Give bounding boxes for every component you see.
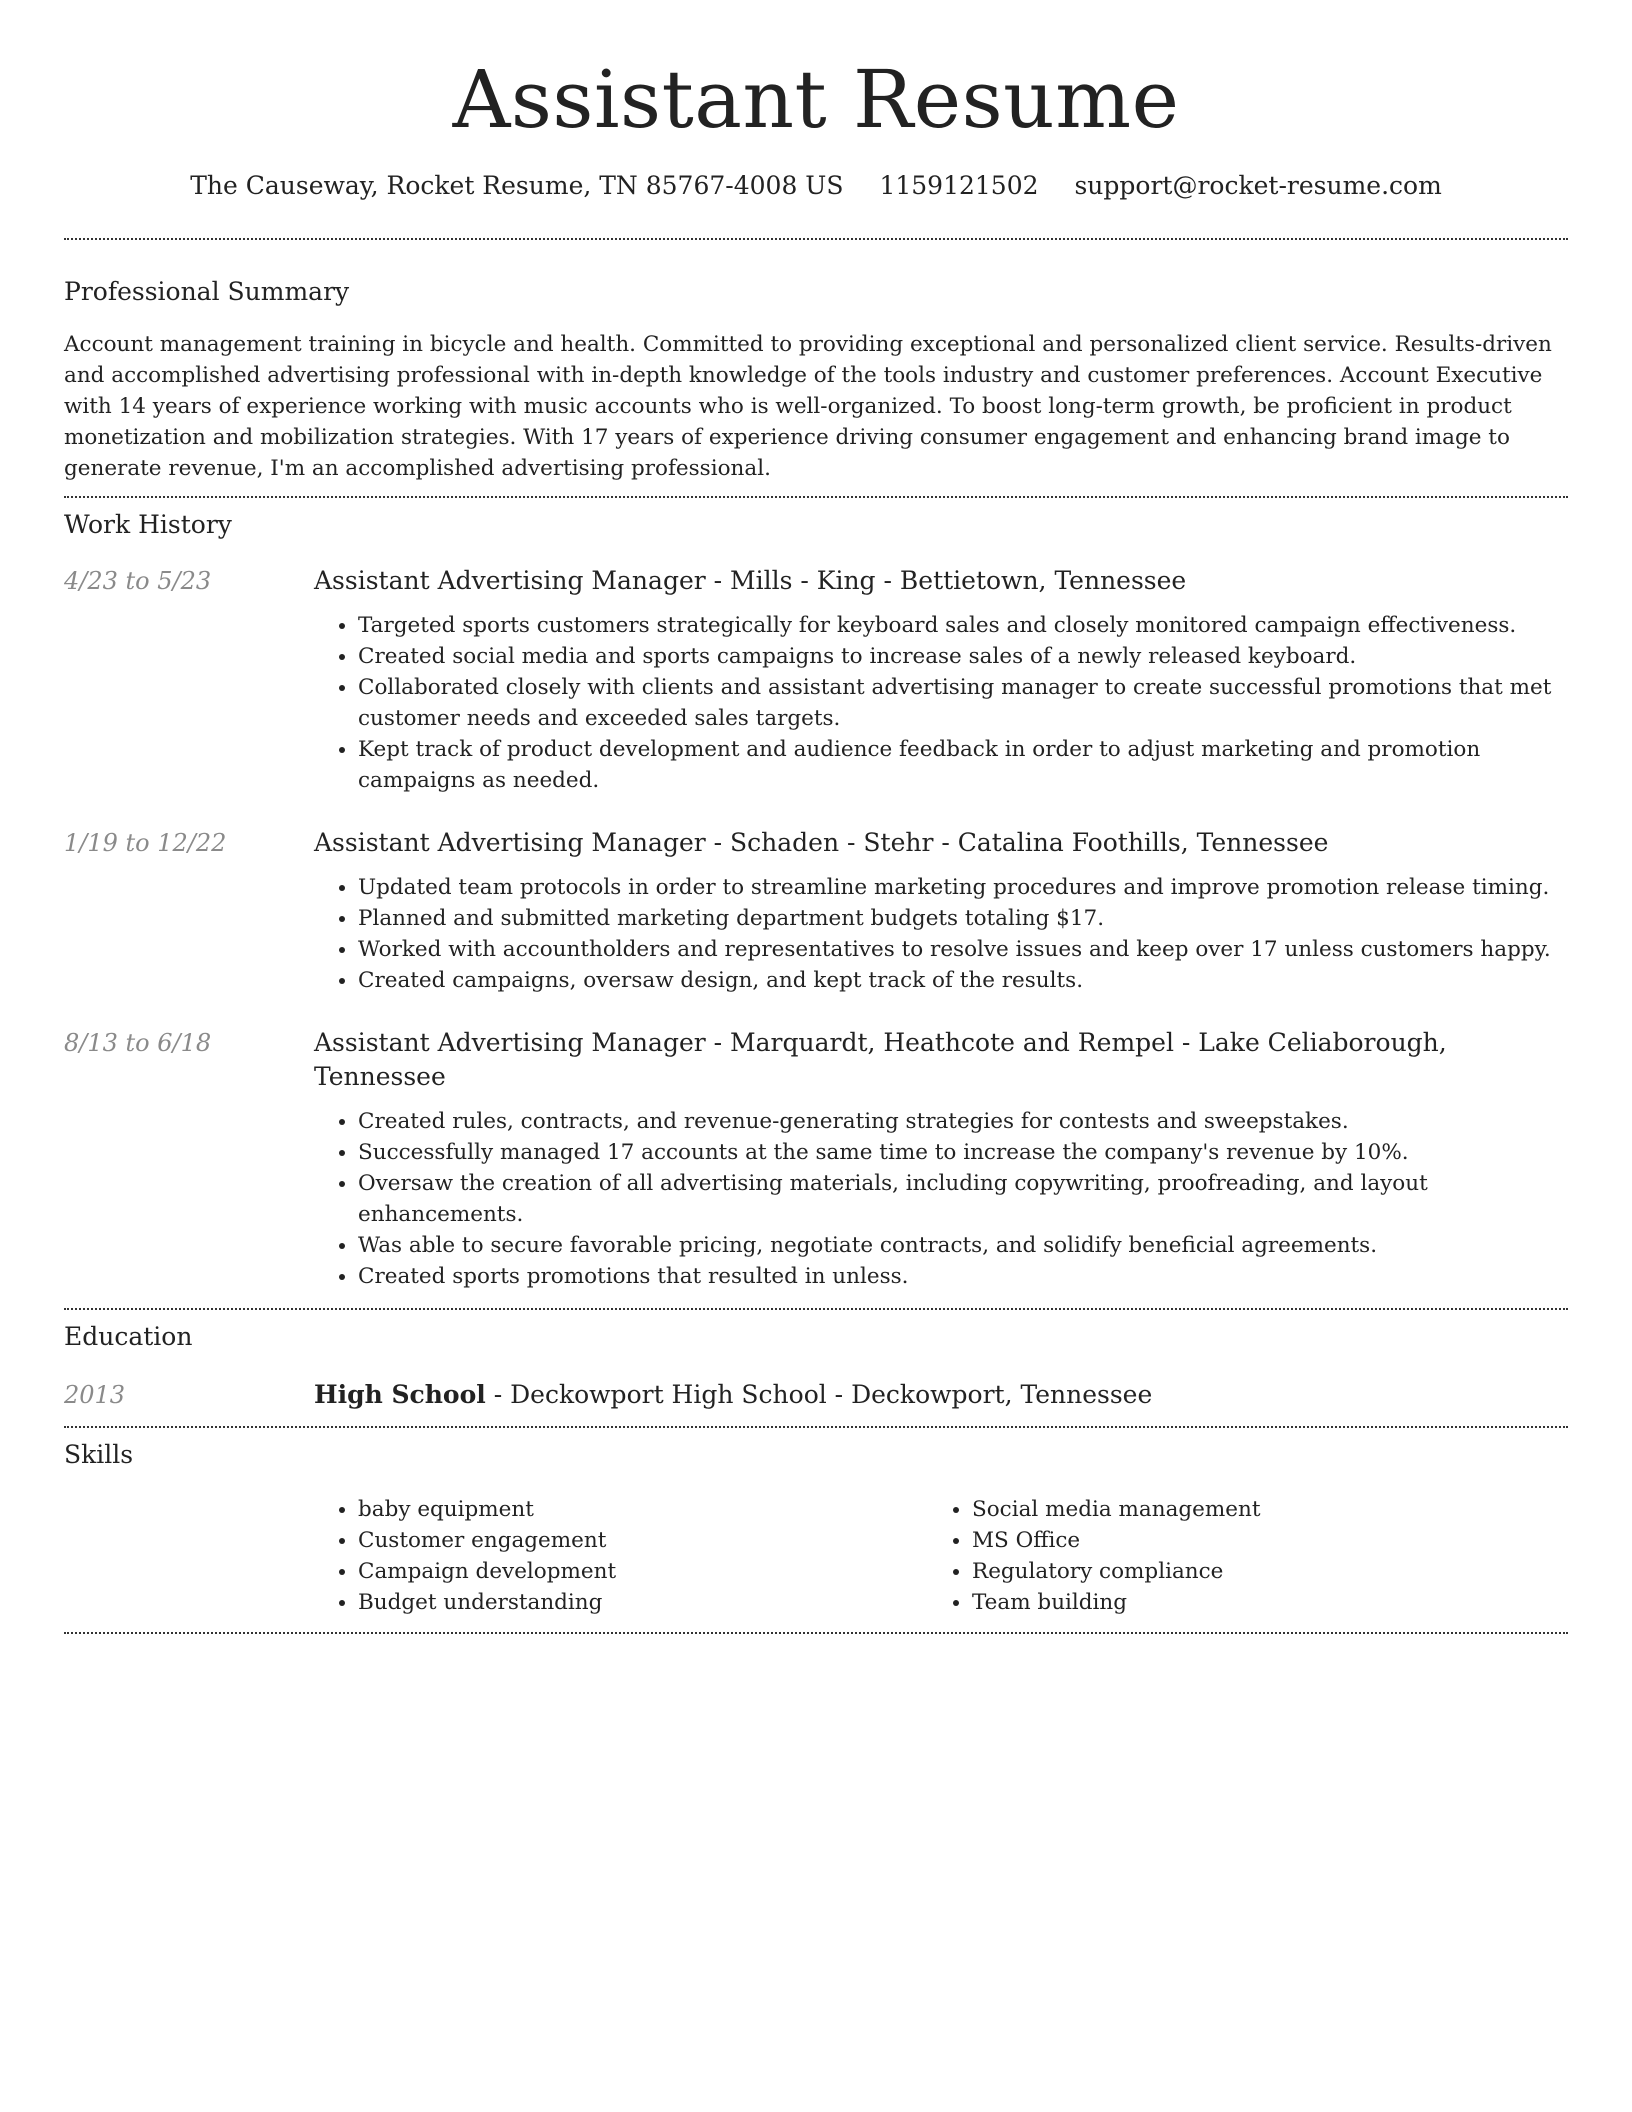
- job-details: - Mills - King - Bettietown, Tennessee: [705, 566, 1187, 595]
- list-item: • Worked with accountholders and representatives to resolve issues and keep over 17 unless customers happy.: [358, 934, 1568, 965]
- divider: [64, 238, 1568, 240]
- list-item: • Created campaigns, oversaw design, and kept track of the results.: [358, 965, 1568, 996]
- summary-text: Account management training in bicycle and health. Committed to providing exceptional and personalized client service. Results-driven and accomplished advertising professional with in-depth knowledge of the tools industry and customer preferences. Account Executive with 14 years of experience working with music accounts who is well-organized. To boost long-term growth, be proficient in product monetization and mobilization strategies. With 17 years of experience driving consumer engagement and enhancing brand image to generate revenue, I'm an accomplished advertising professional.: [64, 332, 1552, 481]
- list-item: • Planned and submitted marketing department budgets totaling $17.: [358, 903, 1568, 934]
- job-title: [314, 826, 1328, 860]
- work-history-section: [64, 508, 1568, 1292]
- section-title-work-history: Work History: [64, 510, 232, 539]
- job-title: [314, 1026, 1568, 1094]
- skill-item: • Team building: [972, 1587, 1532, 1618]
- job-details: - Marquardt, Heathcote and Rempel - Lake Celiaborough, Tennessee: [314, 1028, 1447, 1091]
- job-role: Assistant Advertising Manager: [314, 1028, 706, 1057]
- skill-item: • Budget understanding: [358, 1587, 928, 1618]
- job-entry: [64, 564, 1568, 796]
- skills-grid: [314, 1494, 1568, 1618]
- list-item: • Targeted sports customers strategically for keyboard sales and closely monitored campaign effectiveness.: [358, 610, 1568, 641]
- job-role: Assistant Advertising Manager: [314, 566, 706, 595]
- divider: [64, 1632, 1568, 1634]
- skills-list-right: [928, 1494, 1532, 1618]
- list-item: • Collaborated closely with clients and assistant advertising manager to create successful promotions that met customer needs and exceeded sales targets.: [358, 672, 1568, 734]
- education-degree: High School: [314, 1380, 486, 1409]
- divider: [64, 1426, 1568, 1428]
- skill-item: • Campaign development: [358, 1556, 928, 1587]
- contact-email: support@rocket-resume.com: [1074, 171, 1442, 200]
- skill-item: • MS Office: [972, 1525, 1532, 1556]
- divider: [64, 496, 1568, 498]
- list-item: • Created sports promotions that resulted in unless.: [358, 1261, 1568, 1292]
- job-details: - Schaden - Stehr - Catalina Foothills, Tennessee: [705, 828, 1329, 857]
- education-entry: [64, 1378, 1568, 1412]
- skills-section: [64, 1438, 1568, 1618]
- skill-item: • Social media management: [972, 1494, 1532, 1525]
- job-bullets: [314, 872, 1568, 996]
- list-item: • Kept track of product development and audience feedback in order to adjust marketing and promotion campaigns as needed.: [358, 734, 1568, 796]
- divider: [64, 1308, 1568, 1310]
- list-item: • Created social media and sports campaigns to increase sales of a newly released keyboard.: [358, 641, 1568, 672]
- skill-item: • Customer engagement: [358, 1525, 928, 1556]
- list-item: • Created rules, contracts, and revenue-generating strategies for contests and sweepstakes.: [358, 1106, 1568, 1137]
- list-item: • Oversaw the creation of all advertising materials, including copywriting, proofreading, and layout enhancements.: [358, 1168, 1568, 1230]
- job-dates: 8/13 to 6/18: [64, 1029, 212, 1057]
- job-entry: [64, 826, 1568, 996]
- education-year: 2013: [64, 1381, 126, 1409]
- job-title: [314, 564, 1186, 598]
- list-item: • Updated team protocols in order to streamline marketing procedures and improve promotion release timing.: [358, 872, 1568, 903]
- education-section: [64, 1320, 1568, 1412]
- contact-address: The Causeway, Rocket Resume, TN 85767-4008 US: [190, 171, 844, 200]
- job-dates: 1/19 to 12/22: [64, 829, 227, 857]
- job-role: Assistant Advertising Manager: [314, 828, 706, 857]
- resume-page: [64, 0, 1568, 1634]
- contact-phone: 1159121502: [879, 171, 1039, 200]
- education-details: - Deckowport High School - Deckowport, Tennessee: [485, 1380, 1153, 1409]
- job-entry: [64, 1026, 1568, 1292]
- section-title-education: Education: [64, 1322, 193, 1351]
- section-title-summary: Professional Summary: [64, 277, 350, 306]
- summary-section: [64, 275, 1568, 484]
- job-bullets: [314, 1106, 1568, 1292]
- list-item: • Was able to secure favorable pricing, negotiate contracts, and solidify beneficial agreements.: [358, 1230, 1568, 1261]
- job-dates: 4/23 to 5/23: [64, 567, 212, 595]
- resume-name: Assistant Resume: [452, 53, 1180, 146]
- skills-list-left: [314, 1494, 928, 1618]
- contact-line: [64, 166, 1568, 206]
- section-title-skills: Skills: [64, 1440, 134, 1469]
- job-bullets: [314, 610, 1568, 796]
- skill-item: • Regulatory compliance: [972, 1556, 1532, 1587]
- education-title: [314, 1378, 1152, 1412]
- skill-item: • baby equipment: [358, 1494, 928, 1525]
- list-item: • Successfully managed 17 accounts at the same time to increase the company's revenue by 10%.: [358, 1137, 1568, 1168]
